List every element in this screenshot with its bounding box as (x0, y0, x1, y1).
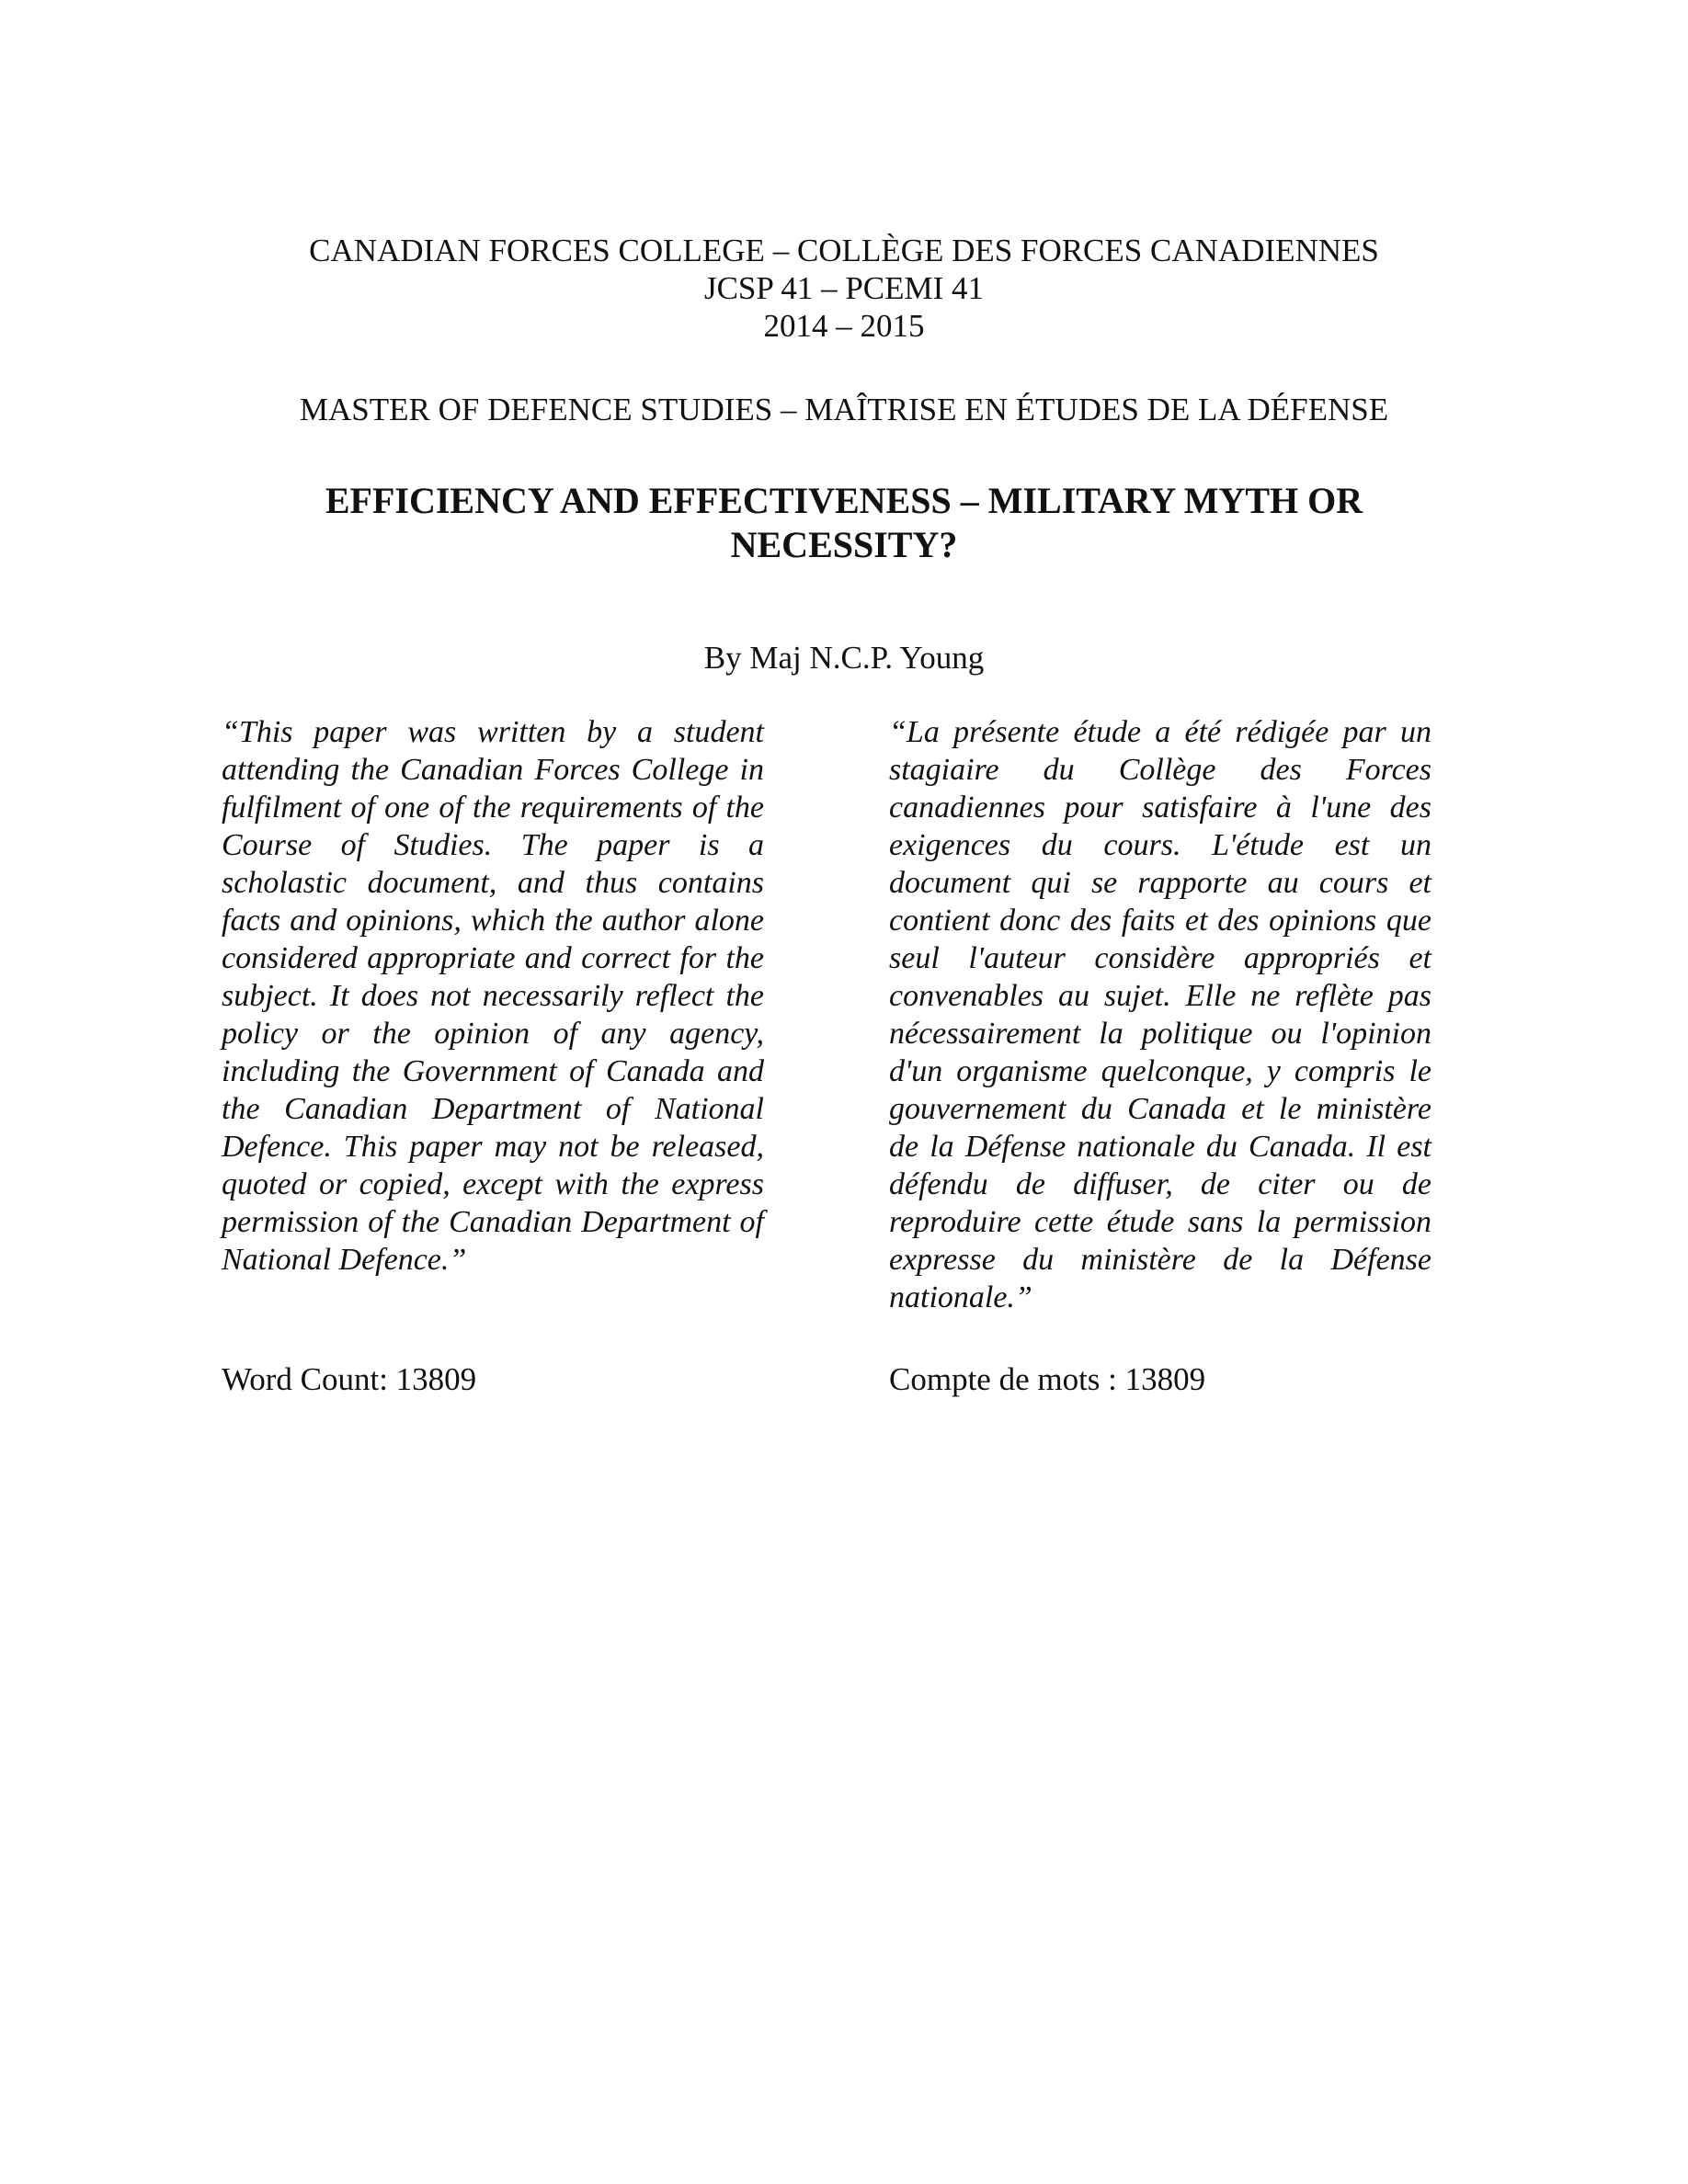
header-block (0, 232, 1688, 345)
word-count-english: Word Count: 13809 (222, 1361, 477, 1397)
paper-title: EFFICIENCY AND EFFECTIVENESS – MILITARY MYTH OR NECESSITY? (325, 480, 1363, 565)
program-name: MASTER OF DEFENCE STUDIES – MAÎTRISE EN ÉTUDES DE LA DÉFENSE (299, 392, 1389, 427)
course-name: JCSP 41 – PCEMI 41 (703, 270, 985, 306)
disclaimer-english: “This paper was written by a student attending the Canadian Forces College in fulfilment of one of the requirements of the Course of Studies. The paper is a scholastic document, and thus contains facts and opinions, which the author alone considered appropriate and correct for the subject. It does not necessarily reflect the policy or the opinion of any agency, including the Government of Canada and the Canadian Department of National Defence. This paper may not be released, quoted or copied, except with the express permission of the Canadian Department of National Defence.” (222, 715, 764, 1277)
author-line: By Maj N.C.P. Young (703, 640, 985, 676)
disclaimer-french: “La présente étude a été rédigée par un stagiaire du Collège des Forces canadiennes pour satisfaire à l'une des exigences du cours. L'étude est un document qui se rapporte au cours et contient donc des faits et des opinions que seul l'auteur considère appropriés et convenables au sujet. Elle ne reflète pas nécessairement la politique ou l'opinion d'un organisme quelconque, y compris le gouvernement du Canada et le ministère de la Défense nationale du Canada. Il est défendu de diffuser, de citer ou de reproduire cette étude sans la permission expresse du ministère de la Défense nationale.” (889, 715, 1431, 1314)
college-name: CANADIAN FORCES COLLEGE – COLLÈGE DES FORCES CANADIENNES (309, 233, 1379, 268)
word-count-french: Compte de mots : 13809 (889, 1361, 1206, 1397)
academic-years: 2014 – 2015 (763, 308, 925, 344)
